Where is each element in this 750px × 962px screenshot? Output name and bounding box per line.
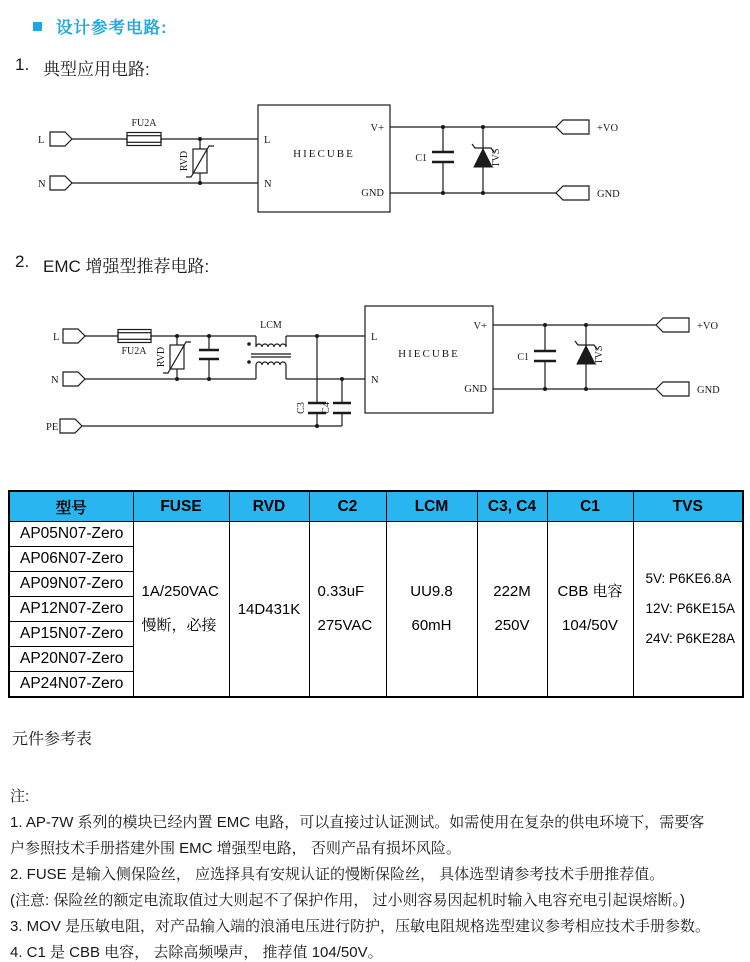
col-header-c2: C2 [309, 491, 386, 522]
c3c4-value-line: 250V [494, 617, 530, 634]
module-pin-vplus: V+ [370, 123, 384, 134]
output-vo-label: +VO [697, 321, 719, 332]
c2-value-line: 0.33uF [317, 583, 365, 600]
section-2-number: 2. [15, 252, 30, 271]
col-header-c1: C1 [547, 491, 633, 522]
section-1-number: 1. [15, 55, 30, 74]
input-l-label: L [38, 135, 45, 146]
tvs-value-line: 12V: P6KE15A [645, 601, 736, 616]
circuit2-input-pe [46, 419, 342, 433]
model-cell: AP06N07-Zero [9, 547, 133, 572]
module-pin-gnd: GND [361, 188, 384, 199]
rvd-label: RVD [156, 346, 167, 368]
circuit2-output-gnd [656, 382, 720, 396]
circuit2-common-mode-choke [247, 320, 291, 379]
circuit2-fuse [118, 330, 151, 358]
module-pin-gnd: GND [464, 384, 487, 395]
circuit1-varistor [179, 137, 214, 185]
circuit2-input-n [51, 372, 256, 386]
note-line: 2. FUSE 是输入侧保险丝， 应选择具有安规认证的慢断保险丝， 具体选型请参考技术手册推荐值。 [10, 866, 665, 883]
output-gnd-label: GND [597, 189, 620, 200]
tvs-value-line: 5V: P6KE6.8A [645, 571, 732, 586]
col-header-lcm: LCM [386, 491, 477, 522]
lcm-label: LCM [260, 320, 282, 331]
c1-cell [547, 522, 633, 698]
lcm-value-line: UU9.8 [410, 583, 453, 600]
component-reference-table [8, 490, 744, 698]
c3c4-value-line: 222M [493, 583, 531, 600]
model-cell: AP15N07-Zero [9, 622, 133, 647]
module-pin-n: N [264, 179, 272, 190]
c2-value-line: 275VAC [317, 617, 373, 634]
table-caption: 元件参考表 [12, 731, 93, 748]
circuit2-input-l [53, 329, 118, 343]
fuse-value-line: 慢断，必接 [141, 617, 217, 634]
note-line: 户参照技术手册搭建外围 EMC 增强型电路， 否则产品有损坏风险。 [10, 840, 461, 857]
c3c4-cell [477, 522, 547, 698]
note-line: (注意: 保险丝的额定电流取值过大则起不了保护作用， 过小则容易因起机时输入电容充电引起误熔断。) [10, 892, 685, 909]
module-pin-l: L [371, 332, 378, 343]
module-pin-n: N [371, 375, 379, 386]
tvs-label: TVS [491, 148, 502, 168]
output-vo-label: +VO [597, 123, 619, 134]
circuit1-tvs-diode [472, 125, 502, 195]
typical-application-circuit-diagram [0, 95, 750, 237]
col-header-c3c4: C3, C4 [477, 491, 547, 522]
circuit1-cap-c1 [415, 125, 454, 195]
input-n-label: N [38, 179, 46, 190]
input-terminal-icon [50, 132, 72, 146]
input-terminal-icon [63, 372, 85, 386]
model-cell: AP24N07-Zero [9, 672, 133, 698]
fuse-label: FU2A [121, 346, 147, 357]
rvd-label: RVD [179, 150, 190, 172]
model-cell: AP12N07-Zero [9, 597, 133, 622]
tvs-value-line: 24V: P6KE28A [645, 631, 736, 646]
circuit1-output-gnd [556, 186, 620, 200]
lcm-value-line: 60mH [411, 617, 452, 634]
circuit2-module [365, 306, 493, 413]
circuit1-fuse [127, 118, 161, 146]
module-pin-l: L [264, 135, 271, 146]
circuit2-cap-c2 [199, 334, 219, 381]
c4-label: C4 [321, 402, 332, 414]
lcm-cell [386, 522, 477, 698]
col-header-fuse: FUSE [133, 491, 229, 522]
input-l-label: L [53, 332, 60, 343]
circuit2-output-vo [656, 318, 719, 332]
circuit2-cap-c4 [321, 377, 351, 426]
table-header-row [9, 491, 743, 522]
note-line: 3. MOV 是压敏电阻，对产品输入端的浪涌电压进行防护，压敏电阻规格选型建议参考相应技术手册参数。 [10, 918, 711, 935]
col-header-rvd: RVD [229, 491, 309, 522]
c3-label: C3 [296, 402, 307, 414]
section-2-title [15, 252, 209, 277]
c2-cell [309, 522, 386, 698]
rvd-cell: 14D431K [229, 522, 309, 698]
tvs-cell [633, 522, 743, 698]
fuse-cell [133, 522, 229, 698]
tvs-label: TVS [594, 345, 605, 365]
input-terminal-icon [63, 329, 85, 343]
c1-label: C1 [517, 352, 529, 363]
c1-label: C1 [415, 153, 427, 164]
page-header [33, 14, 168, 38]
input-pe-label: PE [46, 422, 59, 433]
module-name: HIECUBE [398, 348, 460, 360]
fuse-value-line: 1A/250VAC [141, 583, 219, 600]
circuit1-input-n [38, 176, 258, 190]
col-header-model: 型号 [9, 491, 133, 522]
emc-enhanced-circuit-diagram [0, 295, 750, 457]
model-cell: AP09N07-Zero [9, 572, 133, 597]
note-line: 4. C1 是 CBB 电容， 去除高频噪声， 推荐值 104/50V。 [10, 944, 383, 961]
section-1-label: 典型应用电路: [43, 60, 150, 79]
input-terminal-icon [50, 176, 72, 190]
notes-block [10, 810, 746, 962]
fuse-label: FU2A [131, 118, 157, 129]
model-cell: AP20N07-Zero [9, 647, 133, 672]
model-cell: AP05N07-Zero [9, 522, 133, 547]
col-header-tvs: TVS [633, 491, 743, 522]
table-row [9, 522, 743, 547]
output-gnd-label: GND [697, 385, 720, 396]
input-n-label: N [51, 375, 59, 386]
notes-label: 注: [10, 788, 30, 805]
output-terminal-icon [656, 318, 689, 332]
module-name: HIECUBE [293, 148, 355, 160]
circuit1-output-vo [556, 120, 619, 134]
circuit1-input-l [38, 132, 127, 146]
circuit2-cap-c1 [517, 323, 556, 391]
c1-value-line: 104/50V [562, 617, 618, 634]
circuit1-module [258, 105, 390, 212]
output-terminal-icon [556, 120, 589, 134]
circuit2-varistor [156, 334, 191, 381]
module-pin-vplus: V+ [473, 321, 487, 332]
circuit2-tvs-diode [575, 323, 605, 391]
section-1-title [15, 55, 150, 80]
output-terminal-icon [556, 186, 589, 200]
section-bullet-icon [33, 22, 42, 31]
output-terminal-icon [656, 382, 689, 396]
page-title: 设计参考电路: [56, 19, 168, 37]
note-line: 1. AP-7W 系列的模块已经内置 EMC 电路，可以直接过认证测试。如需使用在复杂的供电环境下，需要客 [10, 814, 705, 831]
c1-value-line: CBB 电容 [557, 583, 623, 600]
input-terminal-icon [60, 419, 82, 433]
section-2-label: EMC 增强型推荐电路: [43, 257, 210, 276]
